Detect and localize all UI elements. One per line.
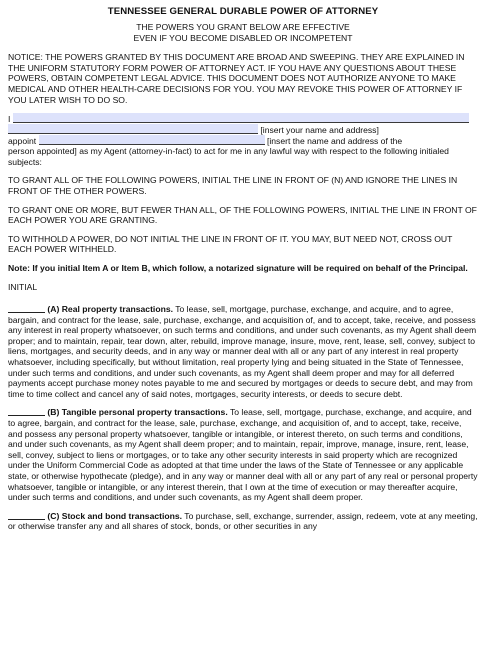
instruction-grant-all: TO GRANT ALL OF THE FOLLOWING POWERS, INITIAL THE LINE IN FRONT OF (N) AND IGNORE THE LINES IN FRONT OF THE OTHER POWERS. (8, 175, 458, 196)
principal-name-field[interactable] (13, 113, 469, 123)
item-a-heading: (A) Real property transactions. (47, 304, 173, 315)
instruction-grant-some: TO GRANT ONE OR MORE, BUT FEWER THAN ALL, OF THE FOLLOWING POWERS, INITIAL THE LINE IN FRONT OF EACH POWER YOU ARE GRANTING. (8, 204, 477, 226)
instruction-withhold: TO WITHHOLD A POWER, DO NOT INITIAL THE LINE IN FRONT OF IT. YOU MAY, BUT NEED NOT, CROSS OUT EACH POWER WITHHELD. (8, 233, 453, 255)
subtitle-line-1: THE POWERS YOU GRANT BELOW ARE EFFECTIVE (136, 22, 350, 32)
power-item-c (8, 511, 478, 532)
item-c-heading: (C) Stock and bond transactions. (47, 510, 183, 521)
document-title: TENNESSEE GENERAL DURABLE POWER OF ATTORNEY (107, 6, 379, 17)
power-item-a (8, 304, 478, 399)
principal-address-line (8, 124, 478, 135)
initial-label: INITIAL (8, 281, 38, 292)
item-a-body: To lease, sell, mortgage, purchase, exchange, and acquire, and to agree, bargain, and contract for the lease, sale, purchase, exchange, and acquisition of, and to accept, take, receive, and possess any interest in real property whatsoever, on such terms and conditions, and under such covenants, as my Agent shall deem proper; and to maintain, repair, tear down, alter, rebuild, improve manage, insure, move, rent, lease, sell, convey, subject to liens, mortgages, and security deeds, and in any way or manner deal with all or any part of any interest in real property whatsoever, including specifically, but without limitation, real property lying and being situated in the State of Tennessee, under such terms and conditions, and under such covenants, as my Agent shall deem proper and may for all deferred payments accept purchase money notes payable to me and secured by mortgages or deeds to secure debt, and may from time to time collect and cancel any of said notes, mortgages, security interests, or deeds to secure debt. (8, 304, 477, 399)
notarization-note: Note: If you initial Item A or Item B, which follow, a notarized signature will be required on behalf of the Principal. (8, 262, 468, 273)
power-item-b (8, 407, 478, 502)
initial-field-b[interactable] (8, 407, 45, 416)
i-label: I (8, 114, 11, 125)
document-subtitle (8, 22, 478, 43)
subtitle-line-2: EVEN IF YOU BECOME DISABLED OR INCOMPETENT (133, 32, 353, 43)
appoint-continued: person appointed] as my Agent (attorney-in-fact) to act for me in any lawful way with respect to the following initialed subjects: (8, 146, 449, 167)
principal-address-field[interactable] (8, 124, 258, 134)
item-c-body: To purchase, sell, exchange, surrender, assign, redeem, vote at any meeting, or otherwise transfer any and all shares of stock, bonds, or other securities in any (8, 510, 478, 532)
appoint-line (8, 135, 478, 146)
item-b-body: To lease, sell, mortgage, purchase, exchange, and acquire, and to agree, bargain, and contract for the lease, sale, purchase, exchange, and acquisition of, and to accept, take, receive, and possess any personal property whatsoever, tangible or intangible, or interest thereto, on such terms and conditions, and under such covenants, as my Agent shall deem proper; and to maintain, repair, improve, manage, insure, rent, lease, sell, convey, subject to liens or mortgages, or to take any other security interests in said property which are recognized under the Uniform Commercial Code as adopted at that time under the laws of the State of Tennessee or any applicable state, or otherwise hypothecate (pledge), and in any way or manner deal with all or any part of any real or personal property whatsoever, tangible or intangible, or any interest therein, that I own at the time of execution or may thereafter acquire, under such terms and conditions, and under such covenants, as my Agent shall deem proper. (8, 407, 478, 503)
agent-name-field[interactable] (39, 135, 265, 145)
appoint-label: appoint (8, 136, 37, 147)
appoint-hint: [insert the name and address of the (266, 136, 403, 147)
notice-paragraph: NOTICE: THE POWERS GRANTED BY THIS DOCUMENT ARE BROAD AND SWEEPING. THEY ARE EXPLAINED IN THE UNIFORM STATUTORY FORM POWER OF ATTORNEY ACT. IF YOU HAVE ANY QUESTIONS ABOUT THESE POWERS, OBTAIN COMPETENT LEGAL ADVICE. THIS DOCUMENT DOES NOT AUTHORIZE ANYONE TO MAKE MEDICAL AND OTHER HEALTH-CARE DECISIONS FOR YOU. YOU MAY REVOKE THIS POWER OF ATTORNEY IF YOU LATER WISH TO DO SO. (8, 52, 465, 105)
item-b-heading: (B) Tangible personal property transactions. (47, 407, 228, 418)
initial-field-c[interactable] (8, 511, 45, 520)
name-hint: [insert your name and address] (260, 125, 379, 136)
document-page (8, 0, 478, 532)
principal-line (8, 113, 478, 124)
initial-field-a[interactable] (8, 304, 45, 313)
